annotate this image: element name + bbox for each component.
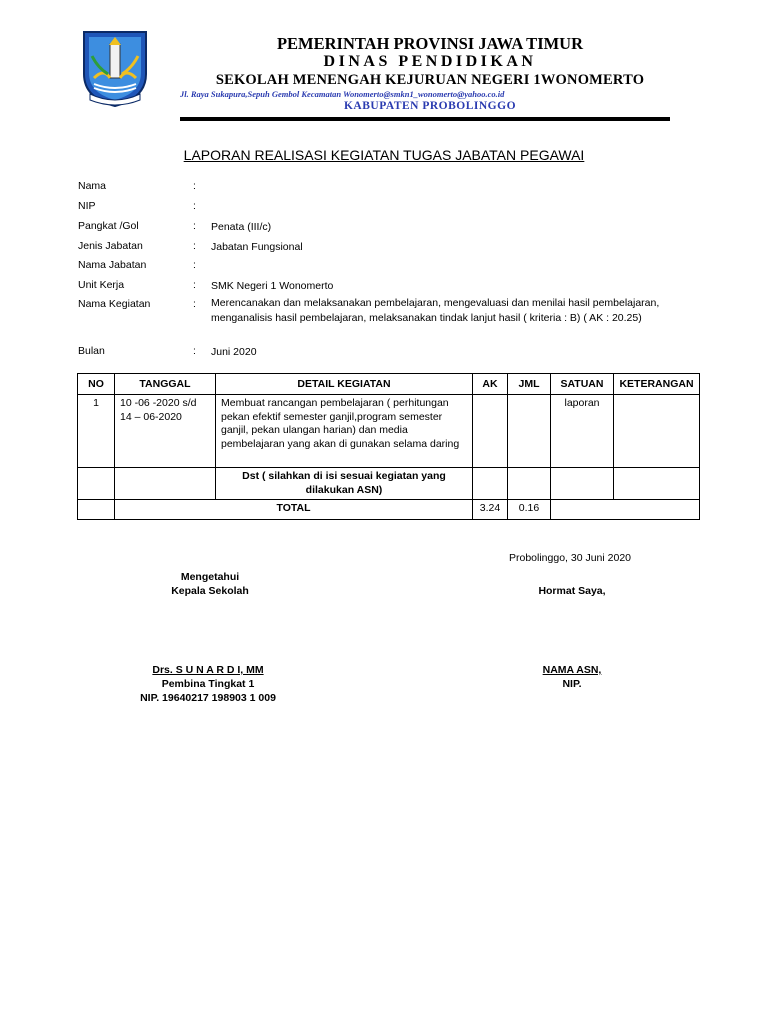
table-total-row <box>78 500 700 520</box>
signature-left-rank: Pembina Tingkat 1 <box>161 678 255 690</box>
field-colon: : <box>193 259 196 271</box>
cell-tanggal: 10 -06 -2020 s/d 14 – 06-2020 <box>115 395 216 468</box>
table-header-row <box>78 374 700 395</box>
header-school: SEKOLAH MENENGAH KEJURUAN NEGERI 1WONOMERTO <box>215 72 645 88</box>
table-row <box>78 395 700 468</box>
document-title: LAPORAN REALISASI KEGIATAN TUGAS JABATAN PEGAWAI <box>183 147 585 163</box>
field-colon: : <box>193 279 196 291</box>
jawa-timur-crest-icon <box>80 28 150 108</box>
header-kabupaten: KABUPATEN PROBOLINGGO <box>343 100 517 112</box>
signature-left-title: Kepala Sekolah <box>171 585 249 597</box>
header-government: PEMERINTAH PROVINSI JAWA TIMUR <box>276 34 584 53</box>
field-colon: : <box>193 180 196 192</box>
cell-note: Dst ( silahkan di isi sesuai kegiatan yang dilakukan ASN) <box>216 468 473 500</box>
column-header-satuan: SATUAN <box>551 374 614 395</box>
field-colon: : <box>193 220 196 232</box>
field-colon: : <box>193 298 196 310</box>
activity-table <box>77 373 700 520</box>
field-value-jenis-jabatan: Jabatan Fungsional <box>211 241 303 253</box>
field-value-bulan: Juni 2020 <box>211 346 257 358</box>
cell-ak <box>473 395 508 468</box>
cell-total-ak: 3.24 <box>473 500 508 520</box>
field-label-jenis-jabatan: Jenis Jabatan <box>78 240 143 252</box>
field-colon: : <box>193 345 196 357</box>
field-label-pangkat: Pangkat /Gol <box>78 220 139 232</box>
field-label-bulan: Bulan <box>78 345 105 357</box>
signature-left-name: Drs. S U N A R D I, MM <box>152 664 264 676</box>
signature-left-label: Mengetahui <box>180 571 240 583</box>
column-header-tanggal: TANGGAL <box>115 374 216 395</box>
column-header-ak: AK <box>473 374 508 395</box>
field-label-nama-kegiatan: Nama Kegiatan <box>78 298 151 310</box>
field-label-nip: NIP <box>78 200 96 212</box>
column-header-detail: DETAIL KEGIATAN <box>216 374 473 395</box>
signature-right-name: NAMA ASN, <box>542 664 602 676</box>
field-value-pangkat: Penata (III/c) <box>211 221 272 233</box>
field-label-nama-jabatan: Nama Jabatan <box>78 259 147 271</box>
field-value-unit-kerja: SMK Negeri 1 Wonomerto <box>211 280 334 292</box>
cell-satuan: laporan <box>551 395 614 468</box>
table-row <box>78 468 700 500</box>
header-dinas: DINAS PENDIDIKAN <box>323 53 537 70</box>
column-header-jml: JML <box>508 374 551 395</box>
field-colon: : <box>193 200 196 212</box>
signature-left-nip: NIP. 19640217 198903 1 009 <box>140 692 276 704</box>
field-label-nama: Nama <box>78 180 107 192</box>
cell-detail: Membuat rancangan pembelajaran ( perhitungan pekan efektif semester ganjil,program semester ganjil, pekan ulangan harian) dan media pembelajaran yang akan di gunakan selama daring <box>216 395 473 468</box>
place-date: Probolinggo, 30 Juni 2020 <box>508 552 631 564</box>
header-address: Jl. Raya Sukapura,Sepuh Gembol Kecamatan Wonomerto@smkn1_wonomerto@yahoo.co.id <box>180 89 505 99</box>
field-value-nama-kegiatan: Merencanakan dan melaksanakan pembelajaran, mengevaluasi dan menilai hasil pembelajaran, menganalisis hasil pembelajaran, melaksanakan tindak lanjut hasil ( kriteria : B) ( AK : 20.25) <box>211 297 660 324</box>
signature-right-label: Hormat Saya, <box>538 585 606 597</box>
field-colon: : <box>193 240 196 252</box>
cell-no: 1 <box>78 395 115 468</box>
cell-total-label: TOTAL <box>115 500 473 520</box>
cell-keterangan <box>614 395 700 468</box>
column-header-keterangan: KETERANGAN <box>614 374 700 395</box>
field-label-unit-kerja: Unit Kerja <box>78 279 125 291</box>
column-header-no: NO <box>78 374 115 395</box>
cell-jml <box>508 395 551 468</box>
header-divider <box>180 117 670 121</box>
cell-total-jml: 0.16 <box>508 500 551 520</box>
signature-right-nip: NIP. <box>562 678 582 690</box>
